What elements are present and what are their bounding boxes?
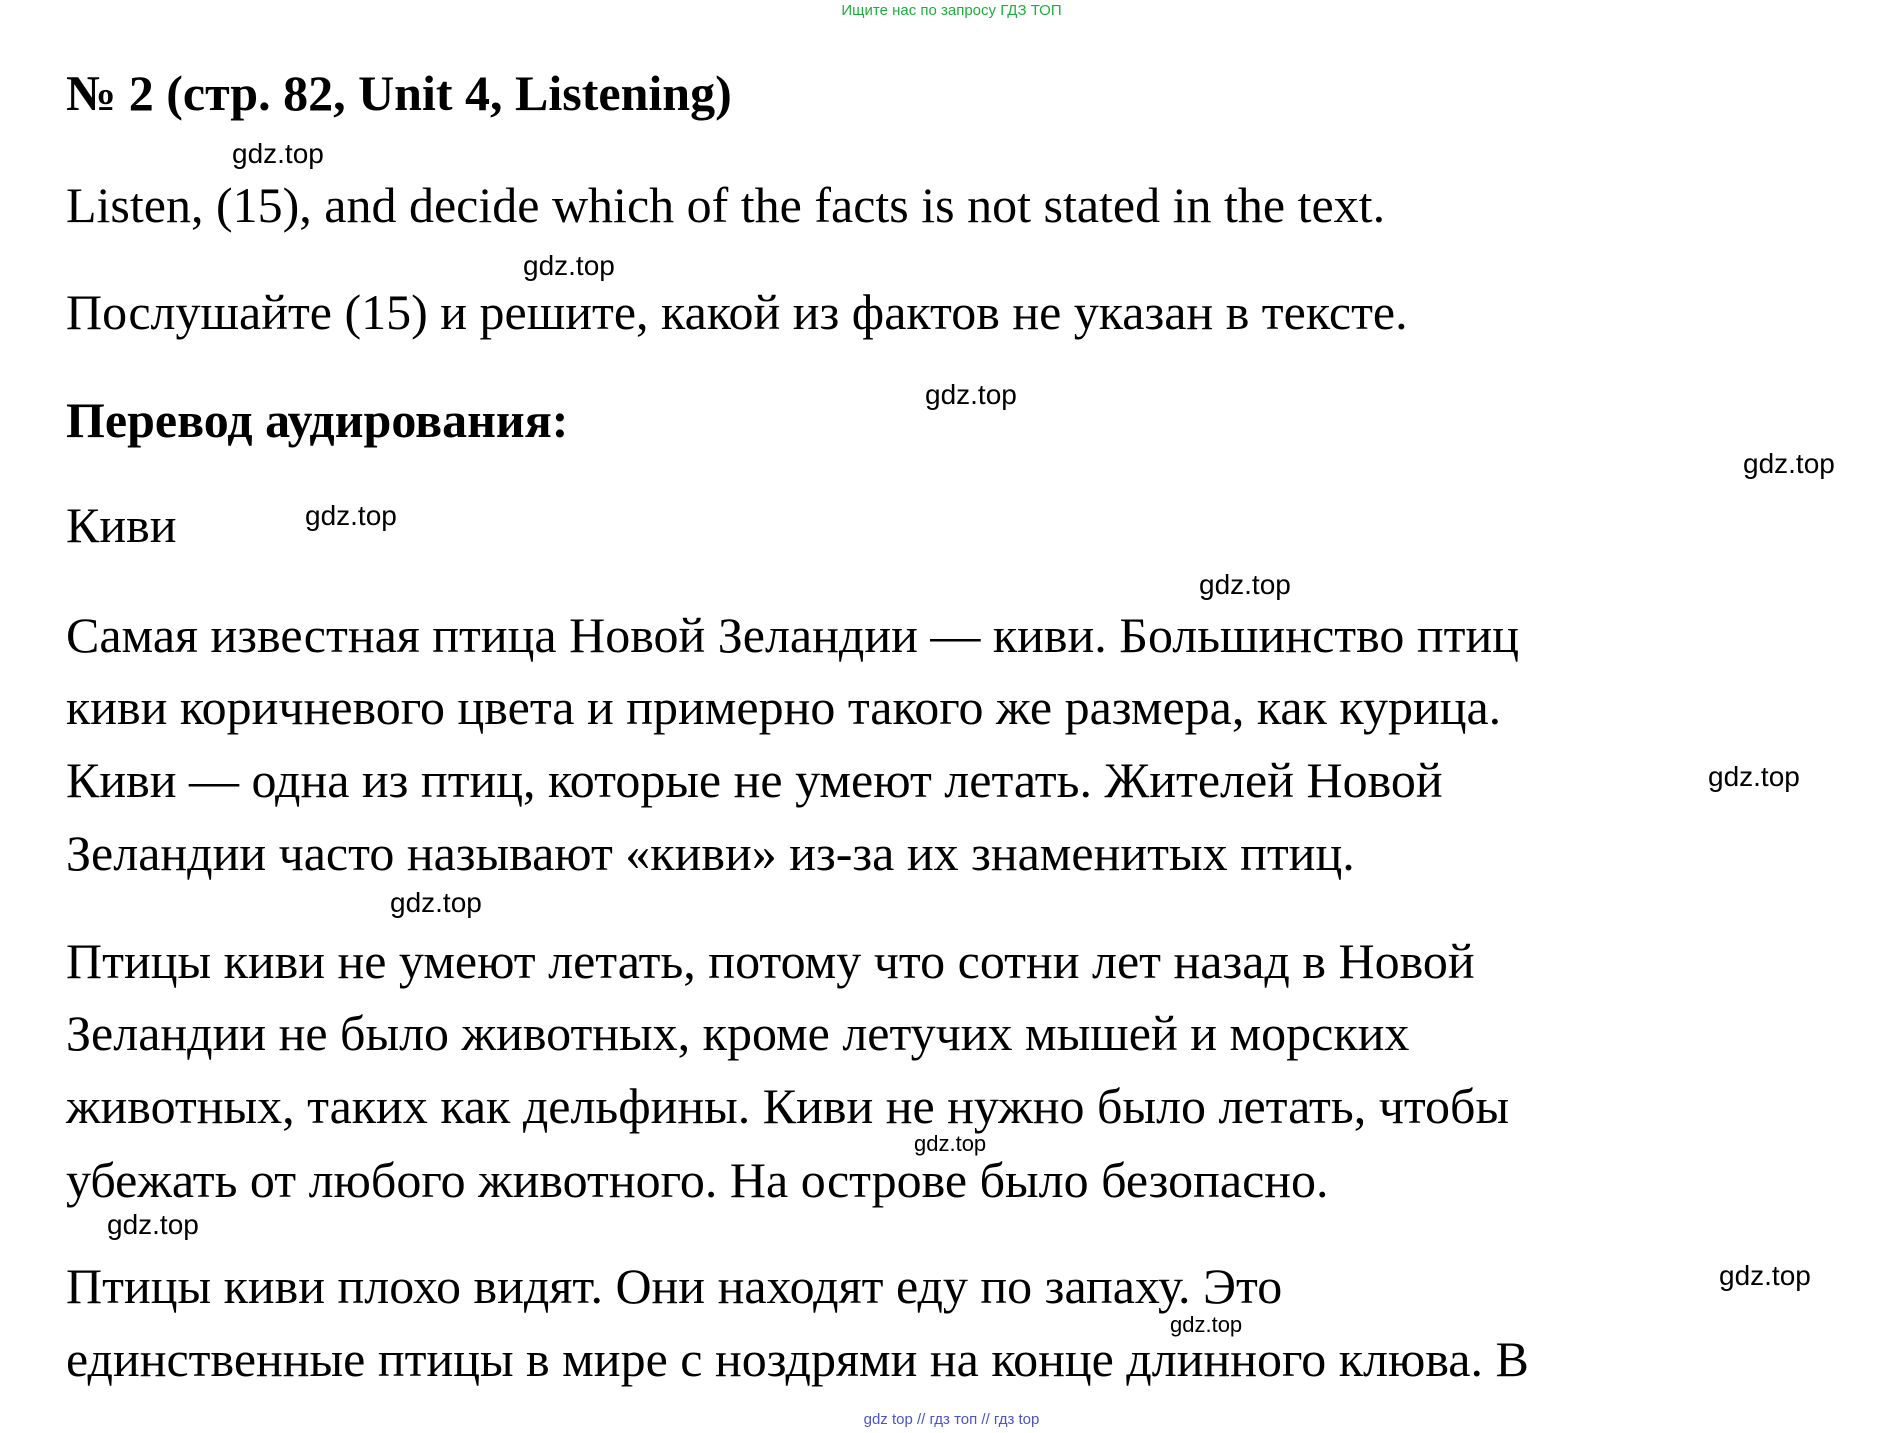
watermark: gdz.top [1170, 1312, 1243, 1337]
watermark: gdz.top [1708, 761, 1800, 792]
paragraph3-line2: единственные птицы в мире с ноздрями на конце длинного клюва. В [66, 1331, 1529, 1387]
watermark: gdz.top [107, 1209, 199, 1240]
watermark: gdz.top [232, 138, 324, 169]
watermark: gdz.top [1199, 569, 1291, 600]
watermark: gdz.top [925, 379, 1017, 410]
watermark: gdz.top [914, 1131, 987, 1156]
paragraph2-line1: Птицы киви не умеют летать, потому что сотни лет назад в Новой [66, 933, 1475, 989]
section-heading: Перевод аудирования: [66, 392, 569, 448]
exercise-title: № 2 (стр. 82, Unit 4, Listening) [66, 65, 732, 121]
text-title: Киви [66, 497, 177, 553]
paragraph1-line1: Самая известная птица Новой Зеландии — киви. Большинство птиц [66, 607, 1520, 663]
paragraph2-line4: убежать от любого животного. На острове было безопасно. [66, 1152, 1329, 1208]
paragraph3-line1: Птицы киви плохо видят. Они находят еду по запаху. Это [66, 1258, 1283, 1314]
top-banner: Ищите нас по запросу ГДЗ ТОП [841, 2, 1062, 19]
footer-links: gdz top // гдз топ // гдз top [863, 1411, 1040, 1428]
instruction-english: Listen, (15), and decide which of the facts is not stated in the text. [66, 177, 1386, 233]
watermark: gdz.top [305, 500, 397, 531]
watermark: gdz.top [390, 887, 482, 918]
watermark: gdz.top [1719, 1260, 1811, 1291]
watermark: gdz.top [523, 250, 615, 281]
paragraph1-line2: киви коричневого цвета и примерно такого же размера, как курица. [66, 679, 1502, 735]
paragraph1-line3: Киви — одна из птиц, которые не умеют летать. Жителей Новой [66, 752, 1443, 808]
paragraph2-line2: Зеландии не было животных, кроме летучих мышей и морских [66, 1005, 1410, 1061]
paragraph1-line4: Зеландии часто называют «киви» из-за их знаменитых птиц. [66, 825, 1355, 881]
paragraph2-line3: животных, таких как дельфины. Киви не нужно было летать, чтобы [66, 1078, 1510, 1134]
watermark: gdz.top [1743, 448, 1835, 479]
instruction-russian: Послушайте (15) и решите, какой из фактов не указан в тексте. [66, 284, 1408, 340]
